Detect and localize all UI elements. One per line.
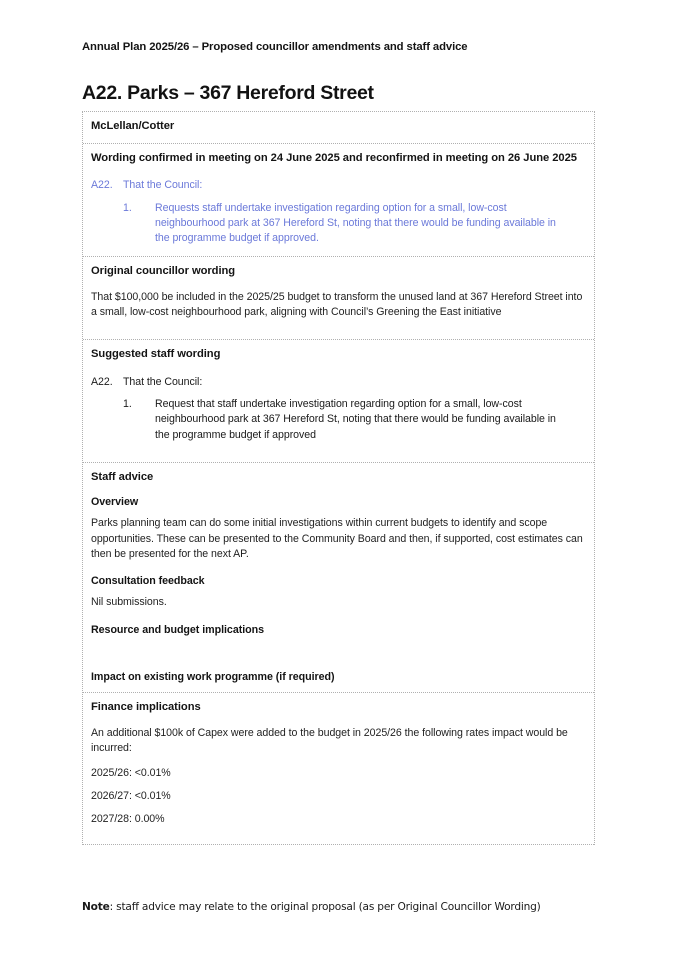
suggested-clause-block <box>91 375 586 443</box>
suggested-clause-label: A22. <box>91 375 113 388</box>
suggested-clause-intro-line <box>91 375 586 390</box>
table-row-finance-implications <box>83 693 594 846</box>
finance-intro-text: An additional $100k of Capex were added to the budget in 2025/26 the following rates impact would be incurred: <box>91 726 568 755</box>
finance-line: 2027/28: 0.00% <box>91 813 165 826</box>
overview-heading: Overview <box>91 496 139 509</box>
finance-spacer <box>91 825 586 835</box>
suggested-clause-intro: That the Council: <box>123 375 203 388</box>
page-title: A22. Parks – 367 Hereford Street <box>82 82 374 104</box>
original-wording-text: That $100,000 be included in the 2025/25 budget to transform the unused land at 367 Hereford Street into a small, low-cost neighbourhood park, aligning with Council’s Greening the East initiative <box>91 290 583 319</box>
confirmed-clause-intro: That the Council: <box>123 179 203 192</box>
document-header: Annual Plan 2025/26 – Proposed councillor amendments and staff advice <box>82 41 468 53</box>
suggested-clause-item <box>91 397 586 443</box>
confirmed-clause-block <box>91 178 586 246</box>
original-wording-heading: Original councillor wording <box>91 264 236 277</box>
footer-note-label: Note <box>82 901 110 913</box>
amendment-table <box>82 111 595 845</box>
movers-label: McLellan/Cotter <box>91 120 175 132</box>
footer-note <box>82 901 541 913</box>
confirmed-item-number: 1. <box>123 201 132 214</box>
confirmed-clause-intro-line <box>91 178 586 193</box>
overview-text: Parks planning team can do some initial investigations within current budgets to identify and scope opportunities. These can be presented to the Community Board and then, if supported, cost estimates can then be presented for the next AP. <box>91 517 583 560</box>
confirmed-wording-heading: Wording confirmed in meeting on 24 June 2025 and reconfirmed in meeting on 26 June 2025 <box>91 152 577 165</box>
confirmed-clause-label: A22. <box>91 179 113 192</box>
suggested-wording-spacer <box>91 443 586 453</box>
staff-advice-heading: Staff advice <box>91 471 154 484</box>
suggested-item-text: Request that staff undertake investigation regarding option for a small, low-cost neighbourhood park at 367 Hereford St, noting that there would be funding available in the programme budget if approved <box>155 397 556 441</box>
finance-line: 2026/27: <0.01% <box>91 790 171 803</box>
confirmed-clause-item <box>91 201 586 247</box>
original-wording-spacer <box>91 320 586 330</box>
suggested-wording-heading: Suggested staff wording <box>91 348 221 361</box>
resource-budget-empty-body <box>91 636 586 658</box>
footer-note-text: : staff advice may relate to the original proposal (as per Original Councillor Wording) <box>109 901 541 913</box>
impact-work-programme-heading: Impact on existing work programme (if required) <box>91 670 335 683</box>
confirmed-item-text: Requests staff undertake investigation regarding option for a small, low-cost neighbourhood park at 367 Hereford St, noting that there would be funding available in the programme budget if approved. <box>155 201 556 245</box>
table-row-suggested-wording <box>83 340 594 463</box>
finance-line: 2025/26: <0.01% <box>91 767 171 780</box>
table-row-movers <box>83 112 594 144</box>
finance-implications-heading: Finance implications <box>91 700 201 713</box>
table-row-original-wording <box>83 257 594 341</box>
table-row-confirmed-wording <box>83 144 594 257</box>
suggested-item-number: 1. <box>123 397 132 410</box>
consultation-feedback-text: Nil submissions. <box>91 596 167 609</box>
table-row-staff-advice <box>83 463 594 693</box>
consultation-feedback-heading: Consultation feedback <box>91 575 205 588</box>
resource-budget-heading: Resource and budget implications <box>91 623 264 636</box>
